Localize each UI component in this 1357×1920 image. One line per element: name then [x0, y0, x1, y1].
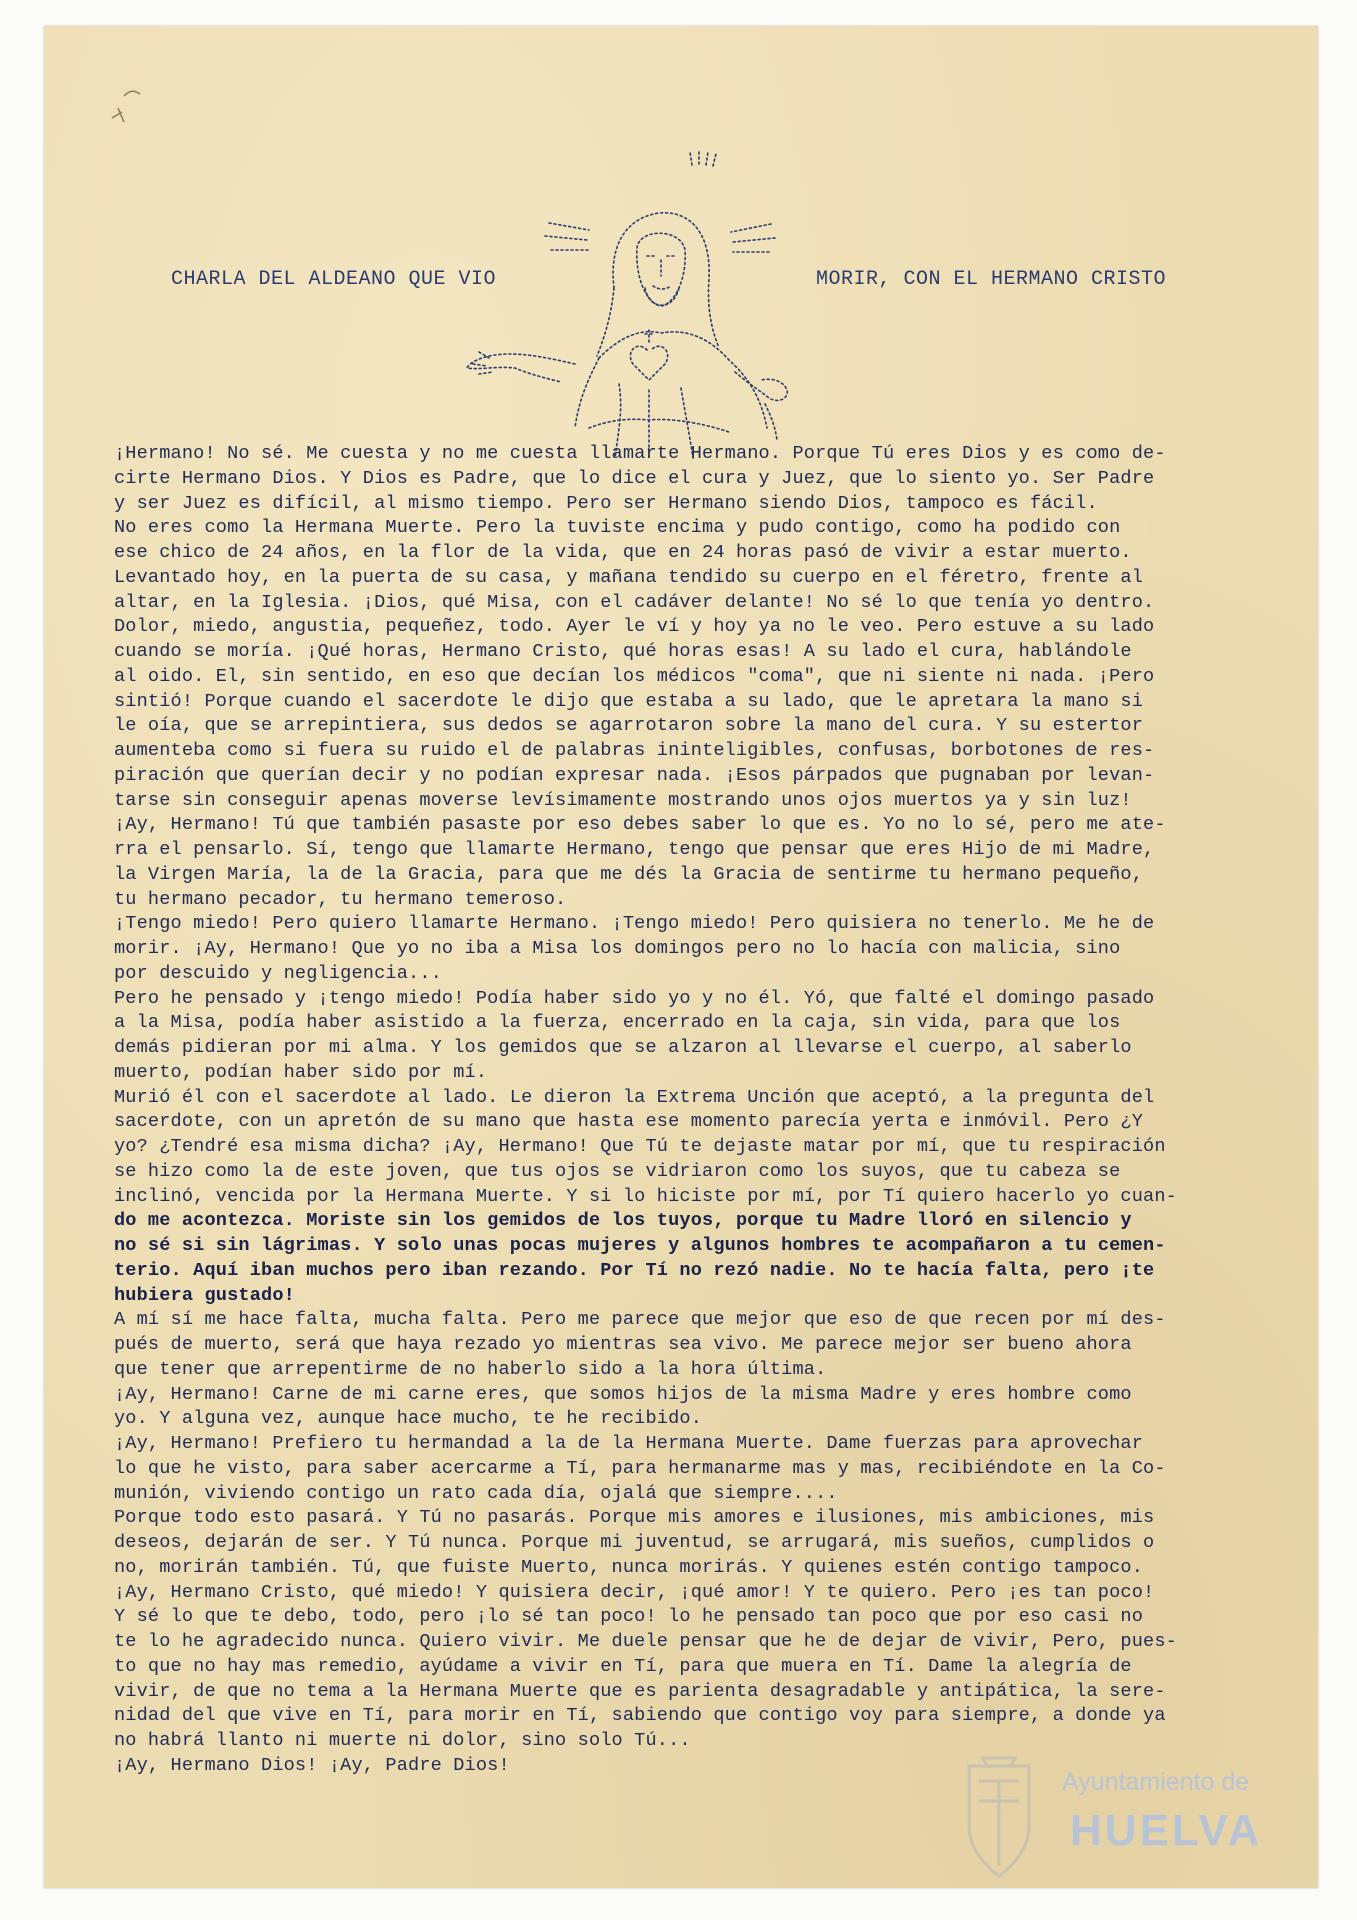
letter-line: la Virgen María, la de la Gracia, para que me dés la Gracia de sentirme tu hermano pequeño,: [114, 863, 1144, 885]
letter-line: Dolor, miedo, angustia, pequeñez, todo. Ayer le ví y hoy ya no le veo. Pero estuve a su lado: [114, 616, 1155, 638]
letter-line: ese chico de 24 años, en la flor de la vida, que en 24 horas pasó de vivir a estar muerto.: [114, 542, 1132, 563]
letter-line: se hizo como la de este joven, que tus ojos se vidriaron como los suyos, que tu cabeza se: [114, 1160, 1121, 1182]
letter-line: no habrá llanto ni muerte ni dolor, sino solo Tú...: [114, 1730, 691, 1751]
letter-line: que tener que arrepentirme de no haberlo sido a la hora última.: [114, 1358, 827, 1380]
letter-line: tu hermano pecador, tu hermano temeroso.: [114, 888, 567, 910]
handwritten-mark-icon: [104, 78, 154, 128]
letter-line: aumenteba como si fuera su ruido el de palabras ininteligibles, confusas, borbotones de res-: [114, 740, 1155, 761]
title-left: CHARLA DEL ALDEANO QUE VIO: [171, 268, 497, 291]
watermark-line-1: Ayuntamiento de: [1062, 1768, 1250, 1796]
letter-line: pués de muerto, será que haya rezado yo mientras sea vivo. Me parece mejor ser bueno ahora: [114, 1334, 1132, 1355]
letter-line: Levantado hoy, en la puerta de su casa, y mañana tendido su cuerpo en el féretro, frente al: [114, 566, 1144, 588]
letter-line: al oido. El, sin sentido, en eso que decían los médicos "coma", que ni siente ni nada. ¡Pero: [114, 665, 1155, 687]
letter-line: rra el pensarlo. Sí, tengo que llamarte Hermano, tengo que pensar que eres Hijo de mi Madre,: [114, 839, 1155, 860]
letter-line: a la Misa, podía haber asistido a la fuerza, encerrado en la caja, sin vida, para que los: [114, 1012, 1121, 1034]
letter-body: [114, 442, 1318, 1779]
letter-line: por descuido y negligencia...: [114, 962, 442, 984]
letter-line: ¡Ay, Hermano! Prefiero tu hermandad a la de la Hermana Muerte. Dame fuerzas para aprovechar: [114, 1433, 1144, 1454]
letter-line: piración que querían decir y no podían expresar nada. ¡Esos párpados que pugnaban por levan-: [114, 764, 1155, 786]
letter-line: no, morirán también. Tú, que fuiste Muerto, nunca morirás. Y quienes estén contigo tampoco.: [114, 1556, 1144, 1578]
letter-line: muerto, podían haber sido por mí.: [114, 1061, 488, 1083]
letter-line: sintió! Porque cuando el sacerdote le dijo que estaba a su lado, que le apretara la mano si: [114, 690, 1144, 712]
letter-line: te lo he agradecido nunca. Quiero vivir. Me duele pensar que he de dejar de vivir, Pero, pues-: [114, 1631, 1177, 1652]
letter-line: to que no hay mas remedio, ayúdame a vivir en Tí, para que muera en Tí. Dame la alegría de: [114, 1655, 1132, 1677]
letter-line: cuando se moría. ¡Qué horas, Hermano Cristo, qué horas esas! A su lado el cura, hablándole: [114, 641, 1132, 662]
letter-line: yo. Y alguna vez, aunque hace mucho, te he recibido.: [114, 1408, 703, 1430]
letter-line: terio. Aquí iban muchos pero iban rezando. Por Tí no rezó nadie. No te hacía falta, pero ¡te: [114, 1259, 1155, 1281]
letter-line: tarse sin conseguir apenas moverse levísimamente mostrando unos ojos muertos ya y sin luz!: [114, 789, 1132, 811]
letter-line: morir. ¡Ay, Hermano! Que yo no iba a Misa los domingos pero no lo hacía con malicia, sino: [114, 938, 1121, 959]
letter-line: inclinó, vencida por la Hermana Muerte. Y si lo hiciste por mí, por Tí quiero hacerlo yo cuan-: [114, 1185, 1177, 1207]
sacred-heart-illustration: [449, 128, 819, 468]
letter-line: Porque todo esto pasará. Y Tú no pasarás. Porque mis amores e ilusiones, mis ambiciones, mis: [114, 1507, 1155, 1529]
letter-line: ¡Ay, Hermano Cristo, qué miedo! Y quisiera decir, ¡qué amor! Y te quiero. Pero ¡es tan poco!: [114, 1581, 1155, 1603]
letter-line: nidad del que vive en Tí, para morir en Tí, sabiendo que contigo voy para siempre, a donde ya: [114, 1705, 1166, 1727]
paper-sheet: [44, 26, 1318, 1888]
letter-line: do me acontezca. Moriste sin los gemidos de los tuyos, porque tu Madre lloró en silencio y: [114, 1210, 1132, 1232]
letter-line: altar, en la Iglesia. ¡Dios, qué Misa, con el cadáver delante! No sé lo que tenía yo dentro.: [114, 591, 1155, 613]
letter-line: ¡Ay, Hermano Dios! ¡Ay, Padre Dios!: [114, 1754, 510, 1776]
letter-line: hubiera gustado!: [114, 1284, 295, 1306]
letter-line: sacerdote, con un apretón de su mano que hasta ese momento parecía yerta e inmóvil. Pero ¿Y: [114, 1111, 1144, 1133]
letter-line: ¡Ay, Hermano! Carne de mi carne eres, que somos hijos de la misma Madre y eres hombre como: [114, 1383, 1132, 1405]
letter-line: ¡Hermano! No sé. Me cuesta y no me cuesta llamarte Hermano. Porque Tú eres Dios y es como de-: [114, 443, 1166, 464]
letter-line: le oía, que se arrepintiera, sus dedos se agarrotaron sobre la mano del cura. Y su estertor: [114, 715, 1144, 737]
letter-line: y ser Juez es difícil, al mismo tiempo. Pero ser Hermano siendo Dios, tampoco es fácil.: [114, 492, 1098, 514]
letter-line: munión, viviendo contigo un rato cada día, ojalá que siempre....: [114, 1482, 838, 1504]
letter-line: demás pidieran por mi alma. Y los gemidos que se alzaron al llevarse el cuerpo, al saberlo: [114, 1037, 1132, 1058]
letter-line: no sé si sin lágrimas. Y solo unas pocas mujeres y algunos hombres te acompañaron a tu cemen-: [114, 1235, 1166, 1256]
letter-line: Pero he pensado y ¡tengo miedo! Podía haber sido yo y no él. Yó, que falté el domingo pasado: [114, 987, 1155, 1009]
title-right: MORIR, CON EL HERMANO CRISTO: [816, 268, 1167, 291]
watermark-line-2: HUELVA: [1070, 1806, 1263, 1855]
letter-line: ¡Tengo miedo! Pero quiero llamarte Hermano. ¡Tengo miedo! Pero quisiera no tenerlo. Me he de: [114, 913, 1155, 935]
letter-line: yo? ¿Tendré esa misma dicha? ¡Ay, Hermano! Que Tú te dejaste matar por mí, que tu respiración: [114, 1136, 1166, 1157]
letter-line: Murió él con el sacerdote al lado. Le dieron la Extrema Unción que aceptó, a la pregunta del: [114, 1086, 1155, 1108]
letter-line: A mí sí me hace falta, mucha falta. Pero me parece que mejor que eso de que recen por mí des-: [114, 1309, 1166, 1331]
letter-line: cirte Hermano Dios. Y Dios es Padre, que lo dice el cura y Juez, que lo siento yo. Ser Padre: [114, 467, 1155, 489]
letter-line: ¡Ay, Hermano! Tú que también pasaste por eso debes saber lo que es. Yo no lo sé, pero me ate-: [114, 814, 1166, 836]
letter-line: No eres como la Hermana Muerte. Pero la tuviste encima y pudo contigo, como ha podido con: [114, 517, 1121, 539]
letter-line: deseos, dejarán de ser. Y Tú nunca. Porque mi juventud, se arrugará, mis sueños, cumplidos o: [114, 1532, 1155, 1553]
letter-line: vivir, de que no tema a la Hermana Muerte que es parienta desagradable y antipática, la sere-: [114, 1680, 1166, 1702]
letter-line: Y sé lo que te debo, todo, pero ¡lo sé tan poco! lo he pensado tan poco que por eso casi no: [114, 1606, 1144, 1628]
letter-line: lo que he visto, para saber acercarme a Tí, para hermanarme mas y mas, recibiéndote en la Co-: [114, 1457, 1166, 1479]
